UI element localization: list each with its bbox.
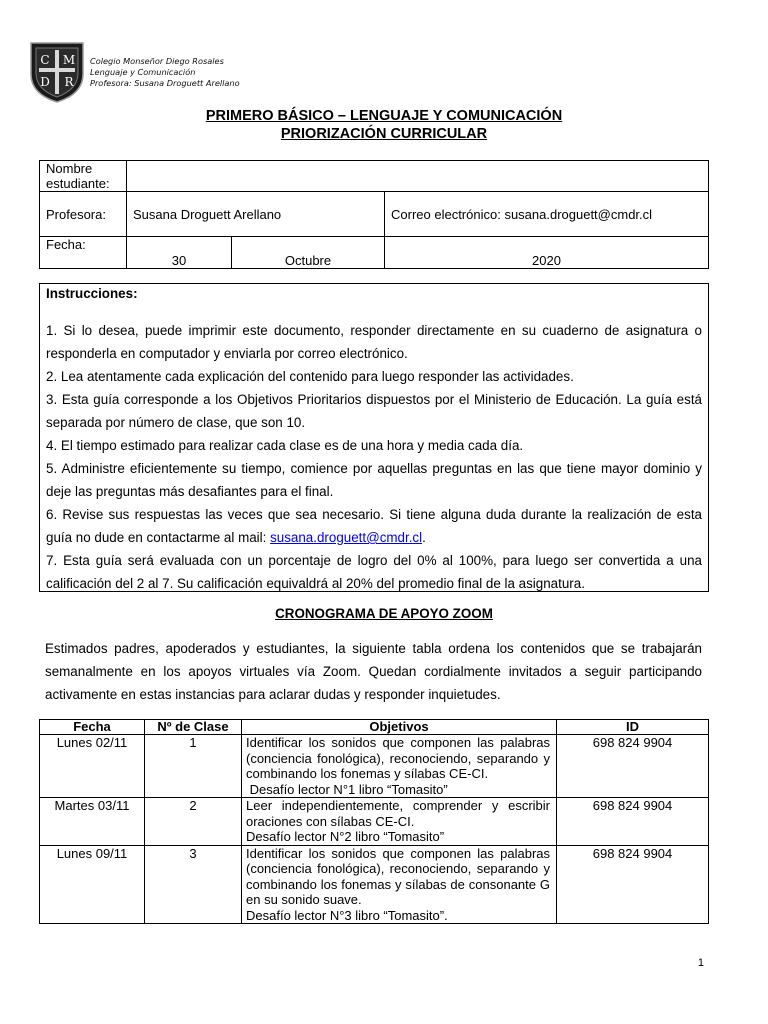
name-field[interactable]: [127, 161, 709, 192]
row-clase: 1: [145, 735, 242, 798]
teacher-row: [40, 192, 709, 237]
date-row: [40, 237, 709, 269]
row-fecha: Lunes 09/11: [40, 845, 145, 924]
school-name: Colegio Monseñor Diego Rosales: [90, 56, 224, 66]
school-crest-logo: [28, 40, 86, 104]
row-id: 698 824 9904: [557, 735, 709, 798]
instruction-item-6: [46, 503, 702, 549]
school-info: [90, 56, 240, 89]
cronograma-title: CRONOGRAMA DE APOYO ZOOM: [275, 606, 493, 621]
objetivo-text: Leer independientemente, comprender y escribir oraciones con sílabas CE-CI.: [246, 798, 550, 829]
col-header-fecha: Fecha: [40, 720, 145, 735]
instructions-list: [46, 319, 702, 595]
instruction-6-text: 6. Revise sus respuestas las veces que sea necesario. Si tiene alguna duda durante la realización de esta guía no dude en contactarme al mail:: [46, 507, 702, 545]
row-id: 698 824 9904: [557, 845, 709, 924]
date-month: Octubre: [232, 237, 385, 269]
row-objetivo: [242, 735, 557, 798]
page-number: 1: [697, 957, 704, 969]
instruction-6-end: .: [422, 530, 426, 545]
name-row: [40, 161, 709, 192]
page-subtitle: PRIORIZACIÓN CURRICULAR: [280, 126, 488, 142]
table-row: [40, 735, 709, 798]
instruction-item: 3. Esta guía corresponde a los Objetivos Prioritarios dispuestos por el Ministerio de Educación. La guía está separada por número de clase, que son 10.: [46, 392, 702, 430]
desafio-text: Desafío lector N°1 libro “Tomasito”: [246, 781, 448, 797]
row-id: 698 824 9904: [557, 798, 709, 846]
instruction-item: 2. Lea atentamente cada explicación del contenido para luego responder las actividades.: [46, 369, 574, 384]
row-fecha: Martes 03/11: [40, 798, 145, 846]
row-objetivo: [242, 798, 557, 846]
schedule-header-row: [40, 720, 709, 735]
date-label: Fecha:: [40, 237, 127, 269]
teacher-value: Susana Droguett Arellano: [127, 192, 385, 237]
row-objetivo: [242, 845, 557, 924]
teacher-line: Profesora: Susana Droguett Arellano: [90, 78, 240, 88]
name-label: Nombre estudiante:: [40, 161, 127, 192]
instruction-item: 1. Si lo desea, puede imprimir este documento, responder directamente en su cuaderno de asignatura o responderla en computador y enviarla por correo electrónico.: [46, 323, 702, 361]
row-clase: 2: [145, 798, 242, 846]
email-label: Correo electrónico: susana.droguett@cmdr.cl: [385, 192, 709, 237]
row-fecha: Lunes 02/11: [40, 735, 145, 798]
row-clase: 3: [145, 845, 242, 924]
col-header-clase: Nº de Clase: [145, 720, 242, 735]
teacher-label: Profesora:: [40, 192, 127, 237]
date-day: 30: [127, 237, 232, 269]
cronograma-text: Estimados padres, apoderados y estudiantes, la siguiente tabla ordena los contenidos que se trabajarán semanalmente en los apoyos virtuales vía Zoom. Quedan cordialmente invitados a seguir participando activamente en estas instancias para aclarar dudas y responder inquietudes.: [45, 641, 702, 702]
instructions-title: Instrucciones:: [46, 286, 138, 301]
instruction-item: 7. Esta guía será evaluada con un porcentaje de logro del 0% al 100%, para luego ser convertida a una calificación del 2 al 7. Su calificación equivaldrá al 20% del promedio final de la asignatura.: [46, 553, 702, 591]
student-info-table: [39, 160, 709, 269]
col-header-id: ID: [557, 720, 709, 735]
objetivo-text: Identificar los sonidos que componen las palabras (conciencia fonológica), reconociendo, separando y combinando los fonemas y sílabas de consonante G en su sonido suave.: [246, 845, 550, 907]
teacher-email-link[interactable]: susana.droguett@cmdr.cl: [270, 530, 423, 545]
instruction-item: 4. El tiempo estimado para realizar cada clase es de una hora y media cada día.: [46, 438, 524, 453]
table-row: [40, 798, 709, 846]
logo-letter-r: R: [64, 75, 74, 89]
page-title: PRIMERO BÁSICO – LENGUAJE Y COMUNICACIÓN: [205, 108, 563, 124]
logo-letter-c: C: [40, 53, 50, 67]
objetivo-text: Identificar los sonidos que componen las palabras (conciencia fonológica), reconociendo, separando y combinando los fonemas y sílabas CE-CI.: [246, 735, 550, 781]
subject-name: Lenguaje y Comunicación: [90, 67, 196, 77]
logo-letter-d: D: [40, 75, 50, 89]
table-row: [40, 845, 709, 924]
col-header-objetivos: Objetivos: [242, 720, 557, 735]
instruction-item: 5. Administre eficientemente su tiempo, comience por aquellas preguntas en las que tiene mayor dominio y deje las preguntas más desafiantes para el final.: [46, 461, 702, 499]
date-year: 2020: [385, 237, 709, 269]
document-header: [28, 40, 428, 104]
schedule-table: [39, 719, 709, 924]
desafio-text: Desafío lector N°3 libro “Tomasito”.: [246, 907, 448, 923]
desafio-text: Desafío lector N°2 libro “Tomasito”: [246, 829, 445, 844]
instructions-box: [39, 283, 709, 592]
logo-letter-m: M: [62, 53, 76, 67]
